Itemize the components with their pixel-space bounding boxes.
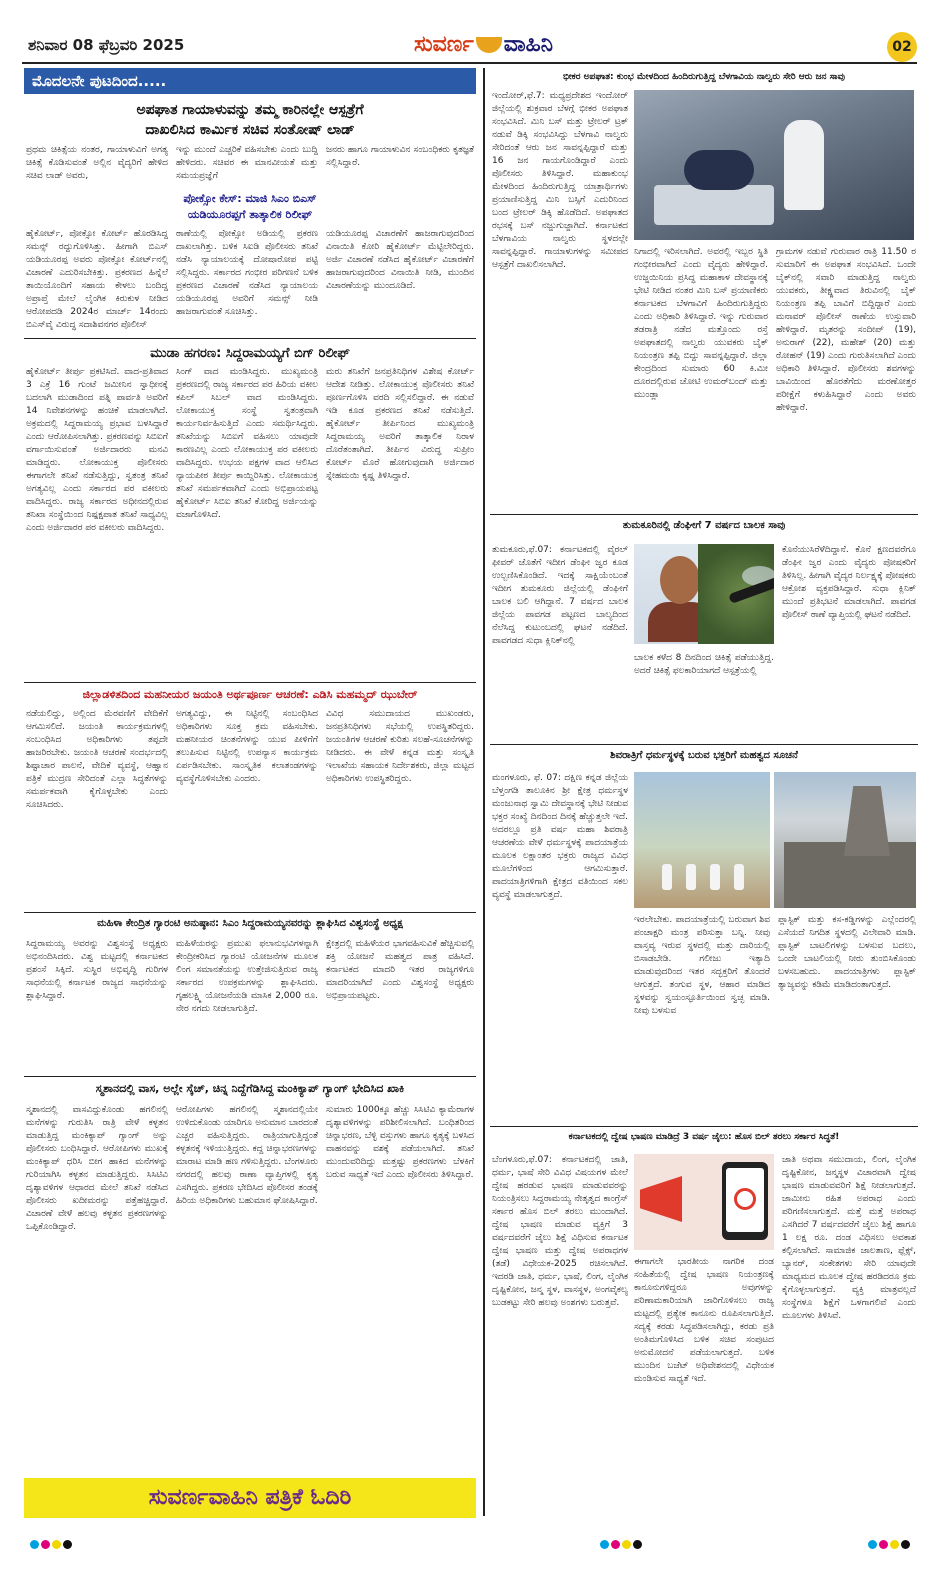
- column-divider: [483, 68, 485, 1516]
- right-story1-col1: ಇಂದೋರ್,ಫೆ.7: ಮಧ್ಯಪ್ರದೇಶದ ಇಂದೋರ್ ಜಿಲ್ಲೆಯಲ್ಲಿ ಶುಕ್ರವಾರ ಬೆಳಗ್ಗೆ ಭೀಕರ ಅಪಘಾತ ಸಂಭವಿಸಿದೆ. ಮಿನಿ ಬಸ್ ಮತ್ತು ಟ್ರೇಲರ್ ಟ್ರಕ್ ನಡುವೆ ಡಿಕ್ಕಿ ಸಂಭವಿಸಿದ್ದು ಬೆಳಗಾವಿ ನಾಲ್ವರು ಸೇರಿದಂತೆ ಆರು ಜನ ಸಾವನ್ನಪ್ಪಿದ್ದಾರೆ ಮತ್ತು 16 ಜನ ಗಾಯಗೊಂಡಿದ್ದಾರೆ ಎಂದು ಪೊಲೀಸರು ತಿಳಿಸಿದ್ದಾರೆ. ಮಹಾಕುಂಭ ಮೇಳದಿಂದ ಹಿಂದಿರುಗುತ್ತಿದ್ದ ಯಾತ್ರಾರ್ಥಿಗಳು ಪ್ರಯಾಣಿಸುತ್ತಿದ್ದ ಮಿನಿ ಬಸ್ಸಿಗೆ ಎದುರಿನಿಂದ ಬಂದ ಟ್ರೇಲರ್ ಡಿಕ್ಕಿ ಹೊಡೆದಿದೆ. ಅಪಘಾತದ ರಭಸಕ್ಕೆ ಬಸ್ ನಜ್ಜುಗುಜ್ಜಾಗಿದೆ. ಕರ್ನಾಟಕದ ಬೆಳಗಾವಿಯ ನಾಲ್ವರು ಸ್ಥಳದಲ್ಲೇ ಸಾವನ್ನಪ್ಪಿದ್ದಾರೆ. ಗಾಯಾಳುಗಳನ್ನು ಸಮೀಪದ ಆಸ್ಪತ್ರೆಗೆ ದಾಖಲಿಸಲಾಗಿದೆ.: [492, 91, 628, 270]
- right-story2-headline: ತುಮಕೂರಿನಲ್ಲಿ ಡೆಂಘೀಗೆ 7 ವರ್ಷದ ಬಾಲಕ ಸಾವು: [622, 520, 786, 531]
- black-dot: [63, 1540, 72, 1549]
- right-story1-col3: ಗ್ರಾಮಗಳ ನಡುವೆ ಗುರುವಾರ ರಾತ್ರಿ 11.50 ರ ಸುಮಾರಿಗೆ ಈ ಅಪಘಾತ ಸಂಭವಿಸಿದೆ. ಒಂದೇ ಬೈಕ್‌ನಲ್ಲಿ ಸವಾರಿ ಮಾಡುತ್ತಿದ್ದ ನಾಲ್ವರು ಯುವಕರು, ತೀಕ್ಷ್ಣವಾದ ತಿರುವಿನಲ್ಲಿ ಬೈಕ್ ನಿಯಂತ್ರಣ ತಪ್ಪಿ ಬಾವಿಗೆ ಬಿದ್ದಿದ್ದಾರೆ ಎಂದು ಮನಾವರ್ ಪೊಲೀಸ್ ಠಾಣೆಯ ಉಸ್ತುವಾರಿ ಹೇಳಿದ್ದಾರೆ. ಮೃತರನ್ನು ಸಂದೀಪ್ (19), ಅನುರಾಗ್ (22), ಮಹೇಶ್ (20) ಮತ್ತು ರೋಹನ್ (19) ಎಂದು ಗುರುತಿಸಲಾಗಿದೆ ಎಂದು ಅಧಿಕಾರಿ ತಿಳಿಸಿದ್ದಾರೆ. ಪೊಲೀಸರು ಶವಗಳನ್ನು ಬಾವಿಯಿಂದ ಹೊರತೆಗೆದು ಮರಣೋತ್ತರ ಪರೀಕ್ಷೆಗೆ ಕಳುಹಿಸಿದ್ದಾರೆ ಎಂದು ಅವರು ಹೇಳಿದ್ದಾರೆ.: [776, 247, 916, 413]
- temple-tower-shape: [844, 786, 890, 856]
- megaphone-icon: [640, 1176, 710, 1222]
- issue-date: ಶನಿವಾರ 08 ಫೆಬ್ರವರಿ 2025: [28, 36, 185, 54]
- story4-col3: ವಿವಿಧ ಸಮುದಾಯದ ಮುಖಂಡರು, ಜನಪ್ರತಿನಿಧಿಗಳು ಸಭೆಯಲ್ಲಿ ಉಪಸ್ಥಿತರಿದ್ದರು. ಜಯಂತಿಗಳ ಆಚರಣೆ ಕುರಿತು ಸಲಹೆ-ಸೂಚನೆಗಳನ್ನು ನೀಡಿದರು. ಈ ವೇಳೆ ಕನ್ನಡ ಮತ್ತು ಸಂಸ್ಕೃತಿ ಇಲಾಖೆಯ ಸಹಾಯಕ ನಿರ್ದೇಶಕರು, ಜಿಲ್ಲಾ ಮಟ್ಟದ ಅಧಿಕಾರಿಗಳು ಉಪಸ್ಥಿತರಿದ್ದರು.: [326, 709, 474, 784]
- section-title: ಮೊದಲನೇ ಪುಟದಿಂದ.....: [24, 68, 476, 94]
- pilgrims-walking-photo: [634, 772, 770, 908]
- right-story4-headline: ಕರ್ನಾಟಕದಲ್ಲಿ ದ್ವೇಷ ಭಾಷಣ ಮಾಡಿದ್ರೆ 3 ವರ್ಷ ಜೈಲು: ಹೊಸ ಬಿಲ್ ತರಲು ಸರ್ಕಾರ ಸಿದ್ಧತೆ!: [568, 1132, 840, 1142]
- pilgrim-figure: [734, 864, 744, 890]
- temple-photo: [774, 772, 916, 908]
- boy-photo: [634, 544, 698, 644]
- yellow-dot: [52, 1540, 61, 1549]
- story4-headline: ಜಿಲ್ಲಾಡಳಿತದಿಂದ ಮಹನೀಯರ ಜಯಂತಿ ಅರ್ಥಪೂರ್ಣ ಆಚರಣೆ: ಎಡಿಸಿ ಮಹಮ್ಮದ್ ಝುಬೇರ್: [82, 688, 418, 701]
- divider-rule: [490, 514, 918, 515]
- story2-col2: ಠಾಣೆಯಲ್ಲಿ ಪೋಕ್ಸೋ ಅಡಿಯಲ್ಲಿ ಪ್ರಕರಣ ದಾಖಲಾಗಿತ್ತು. ಬಳಿಕ ಸಿಐಡಿ ಪೊಲೀಸರು ತನಿಖೆ ನಡೆಸಿ ನ್ಯಾಯಾಲಯಕ್ಕೆ ದೋಷಾರೋಪ ಪಟ್ಟಿ ಸಲ್ಲಿಸಿದ್ದರು. ಸರ್ಕಾರದ ಗಂಭೀರ ಪರಿಗಣನೆ ಬಳಿಕ ಪ್ರಕರಣದ ವಿಚಾರಣೆ ನಡೆಸಿದ ನ್ಯಾಯಾಲಯ ಯಡಿಯೂರಪ್ಪ ಅವರಿಗೆ ಸಮನ್ಸ್ ನೀಡಿ ಹಾಜರಾಗುವಂತೆ ಸೂಚಿಸಿತ್ತು.: [176, 229, 318, 317]
- right-story3-col3: ಪ್ಲಾಸ್ಟಿಕ್ ಮತ್ತು ಕಸ-ಕಡ್ಡಿಗಳನ್ನು ಎಲ್ಲೆಂದರಲ್ಲಿ ಎಸೆಯದೆ ನಿಗದಿತ ಸ್ಥಳದಲ್ಲಿ ವಿಲೇವಾರಿ ಮಾಡಿ. ಪ್ಲಾಸ್ಟಿಕ್ ಬಾಟಲಿಗಳನ್ನು ಬಳಸುವ ಬದಲು, ಒಂದೇ ಬಾಟಲಿಯಲ್ಲಿ ನೀರು ತುಂಬಿಸಿಕೊಂಡು ಬಳಸಬಹುದು. ಪಾದಯಾತ್ರಿಗಳು ಪ್ಲಾಸ್ಟಿಕ್ ತ್ಯಾಜ್ಯವನ್ನು ಕಡಿಮೆ ಮಾಡಿದಂತಾಗುತ್ತದೆ.: [778, 915, 916, 990]
- story6-col1: ಸ್ಮಶಾನದಲ್ಲಿ ವಾಸವಿದ್ದುಕೊಂಡು ಹಗಲಿನಲ್ಲಿ ಮನೆಗಳನ್ನು ಗುರುತಿಸಿ ರಾತ್ರಿ ವೇಳೆ ಕಳ್ಳತನ ಮಾಡುತ್ತಿದ್ದ ಮಂಕಿಕ್ಯಾಪ್ ಗ್ಯಾಂಗ್ ಅನ್ನು ಪೊಲೀಸರು ಬಂಧಿಸಿದ್ದಾರೆ. ಆರೋಪಿಗಳು ಮುಖಕ್ಕೆ ಮಂಕಿಕ್ಯಾಪ್ ಧರಿಸಿ ಬೀಗ ಹಾಕಿದ ಮನೆಗಳನ್ನು ಗುರಿಯಾಗಿಸಿ ಕಳ್ಳತನ ಮಾಡುತ್ತಿದ್ದರು. ಸಿಸಿಟಿವಿ ದೃಶ್ಯಾವಳಿಗಳ ಆಧಾರದ ಮೇಲೆ ತನಿಖೆ ನಡೆಸಿದ ಪೊಲೀಸರು ಖದೀಮರನ್ನು ಪತ್ತೆಹಚ್ಚಿದ್ದಾರೆ. ವಿಚಾರಣೆ ವೇಳೆ ಹಲವು ಕಳ್ಳತನ ಪ್ರಕರಣಗಳನ್ನು ಒಪ್ಪಿಕೊಂಡಿದ್ದಾರೆ.: [26, 1105, 168, 1232]
- magenta-dot: [879, 1540, 888, 1549]
- right-story4-col2: ಈಗಾಗಲೇ ಭಾರತೀಯ ನಾಗರಿಕ ದಂಡ ಸಂಹಿತೆಯಲ್ಲಿ ದ್ವೇಷ ಭಾಷಣ ನಿಯಂತ್ರಣಕ್ಕೆ ಕಾನೂನುಗಳಿದ್ದರೂ ಅವುಗಳನ್ನು ಪರಿಣಾಮಕಾರಿಯಾಗಿ ಜಾರಿಗೊಳಿಸಲು ರಾಜ್ಯ ಮಟ್ಟದಲ್ಲಿ ಪ್ರತ್ಯೇಕ ಕಾನೂನು ರೂಪಿಸಲಾಗುತ್ತಿದೆ. ಸದ್ಯಕ್ಕೆ ಕರಡು ಸಿದ್ಧಪಡಿಸಲಾಗಿದ್ದು, ಕರಡು ಪ್ರತಿ ಅಂತಿಮಗೊಳಿಸಿದ ಬಳಿಕ ಸಚಿವ ಸಂಪುಟದ ಅನುಮೋದನೆ ಪಡೆಯಲಾಗುತ್ತದೆ. ಬಳಿಕ ಮುಂದಿನ ಬಜೆಟ್ ಅಧಿವೇಶನದಲ್ಲಿ ವಿಧೇಯಕ ಮಂಡಿಸುವ ಸಾಧ್ಯತೆ ಇದೆ.: [634, 1257, 774, 1384]
- story3-col2: ಸಿಂಗ್ ವಾದ ಮಂಡಿಸಿದ್ದರು. ಮುಖ್ಯಮಂತ್ರಿ ಪ್ರಕರಣದಲ್ಲಿ ರಾಜ್ಯ ಸರ್ಕಾರದ ಪರ ಹಿರಿಯ ವಕೀಲ ಕಪಿಲ್ ಸಿಬಲ್ ವಾದ ಮಂಡಿಸಿದ್ದರು. ಲೋಕಾಯುಕ್ತ ಸಂಸ್ಥೆ ಸ್ವತಂತ್ರವಾಗಿ ಕಾರ್ಯನಿರ್ವಹಿಸುತ್ತಿದೆ ಎಂದು ಸಮರ್ಥಿಸಿದ್ದರು. ತನಿಖೆಯನ್ನು ಸಿಬಿಐಗೆ ವಹಿಸಲು ಯಾವುದೇ ಕಾರಣವಿಲ್ಲ ಎಂದು ಲೋಕಾಯುಕ್ತ ಪರ ವಕೀಲರು ವಾದಿಸಿದ್ದರು. ಉಭಯ ಪಕ್ಷಗಳ ವಾದ ಆಲಿಸಿದ ನ್ಯಾಯಪೀಠ ತೀರ್ಪು ಕಾಯ್ದಿರಿಸಿತ್ತು. ಲೋಕಾಯುಕ್ತ ತನಿಖೆ ಸಮರ್ಪಕವಾಗಿದೆ ಎಂದು ಅಭಿಪ್ರಾಯಪಟ್ಟ ಹೈಕೋರ್ಟ್ ಸಿಬಿಐ ತನಿಖೆ ಕೋರಿದ್ದ ಅರ್ಜಿಯನ್ನು ವಜಾಗೊಳಿಸಿದೆ.: [176, 367, 318, 520]
- story6-headline: ಸ್ಮಶಾನದಲ್ಲಿ ವಾಸ, ಅಲ್ಲೇ ಸ್ಕೆಚ್, ಚಿನ್ನ ನಿದ್ದೆಗೆಡಿಸಿದ್ದ ಮಂಕಿಕ್ಯಾಪ್ ಗ್ಯಾಂಗ್ ಭೇದಿಸಿದ ಖಾಕಿ: [95, 1082, 405, 1095]
- right-story4-col3: ಜಾತಿ ಅಥವಾ ಸಮುದಾಯ, ಲಿಂಗ, ಲೈಂಗಿಕ ದೃಷ್ಟಿಕೋನ, ಜನ್ಮಸ್ಥಳ ವಿಚಾರವಾಗಿ ದ್ವೇಷ ಭಾಷಣ ಮಾಡುವವರಿಗೆ ಶಿಕ್ಷೆ ನೀಡಲಾಗುತ್ತದೆ. ಜಾಮೀನು ರಹಿತ ಅಪರಾಧ ಎಂದು ಪರಿಗಣಿಸಲಾಗುತ್ತದೆ. ಮತ್ತೆ ಮತ್ತೆ ಅಪರಾಧ ಎಸಗಿದರೆ 7 ವರ್ಷದವರೆಗೆ ಜೈಲು ಶಿಕ್ಷೆ ಹಾಗೂ 1 ಲಕ್ಷ ರೂ. ದಂಡ ವಿಧಿಸಲು ಅವಕಾಶ ಕಲ್ಪಿಸಲಾಗಿದೆ. ಸಾಮಾಜಿಕ ಜಾಲತಾಣ, ಫ್ಲೆಕ್ಸ್, ಬ್ಯಾನರ್, ಸಂಕೇತಗಳು ಸೇರಿ ಯಾವುದೇ ಮಾಧ್ಯಮದ ಮೂಲಕ ದ್ವೇಷ ಹರಡಿದರೂ ಕ್ರಮ ಕೈಗೊಳ್ಳಲಾಗುತ್ತದೆ. ವ್ಯಕ್ತಿ ಮಾತ್ರವಲ್ಲದೆ ಸಂಸ್ಥೆಗಳೂ ಶಿಕ್ಷೆಗೆ ಒಳಗಾಗಲಿವೆ ಎಂದು ಮೂಲಗಳು ತಿಳಿಸಿವೆ.: [782, 1155, 916, 1321]
- story4-col1: ನಡೆಯಲಿದ್ದು, ಅಲ್ಲಿಂದ ಮೆರವಣಿಗೆ ವೇದಿಕೆಗೆ ಆಗಮಿಸಲಿದೆ. ಜಯಂತಿ ಕಾರ್ಯಕ್ರಮಗಳಲ್ಲಿ ಸಂಬಂಧಿಸಿದ ಅಧಿಕಾರಿಗಳು ತಪ್ಪದೇ ಹಾಜರಿರಬೇಕು. ಜಯಂತಿ ಆಚರಣೆ ಸಂದರ್ಭದಲ್ಲಿ ಶಿಷ್ಟಾಚಾರ ಪಾಲನೆ, ವೇದಿಕೆ ವ್ಯವಸ್ಥೆ, ಆಹ್ವಾನ ಪತ್ರಿಕೆ ಮುದ್ರಣ ಸೇರಿದಂತೆ ಎಲ್ಲಾ ಸಿದ್ಧತೆಗಳನ್ನು ಸಮರ್ಪಕವಾಗಿ ಕೈಗೊಳ್ಳಬೇಕು ಎಂದು ಸೂಚಿಸಿದರು.: [26, 709, 168, 810]
- masthead: [22, 30, 917, 64]
- story5-col3: ಕ್ಷೇತ್ರದಲ್ಲಿ ಮಹಿಳೆಯರ ಭಾಗವಹಿಸುವಿಕೆ ಹೆಚ್ಚಿಸುವಲ್ಲಿ ಶಕ್ತಿ ಯೋಜನೆ ಮಹತ್ವದ ಪಾತ್ರ ವಹಿಸಿದೆ. ಕರ್ನಾಟಕದ ಮಾದರಿ ಇತರ ರಾಜ್ಯಗಳಿಗೂ ಮಾದರಿಯಾಗಿದೆ ಎಂದು ವಿಶ್ವಸಂಸ್ಥೆ ಅಧ್ಯಕ್ಷರು ಅಭಿಪ್ರಾಯಪಟ್ಟರು.: [326, 939, 474, 1001]
- right-story3-col1: ಮಂಗಳೂರು, ಫೆ. 07: ದಕ್ಷಿಣ ಕನ್ನಡ ಜಿಲ್ಲೆಯ ಬೆಳ್ತಂಗಡಿ ತಾಲೂಕಿನ ಶ್ರೀ ಕ್ಷೇತ್ರ ಧರ್ಮಸ್ಥಳ ಮಂಜುನಾಥ ಸ್ವಾಮಿ ದೇವಸ್ಥಾನಕ್ಕೆ ಭೇಟಿ ನೀಡುವ ಭಕ್ತರ ಸಂಖ್ಯೆ ದಿನದಿಂದ ದಿನಕ್ಕೆ ಹೆಚ್ಚುತ್ತಲೇ ಇದೆ. ಅದರಲ್ಲೂ ಪ್ರತಿ ವರ್ಷ ಮಹಾ ಶಿವರಾತ್ರಿ ಆಚರಣೆಯ ವೇಳೆ ಧರ್ಮಸ್ಥಳಕ್ಕೆ ಪಾದಯಾತ್ರೆಯ ಮೂಲಕ ಲಕ್ಷಾಂತರ ಭಕ್ತರು ರಾಜ್ಯದ ವಿವಿಧ ಮೂಲೆಗಳಿಂದ ಆಗಮಿಸುತ್ತಾರೆ. ಪಾದಯಾತ್ರಿಗಳಿಗಾಗಿ ಕ್ಷೇತ್ರದ ವತಿಯಿಂದ ಸಕಲ ವ್ಯವಸ್ಥೆ ಮಾಡಲಾಗುತ್ತದೆ.: [492, 773, 628, 900]
- story4-col2: ಅಗತ್ಯವಿದ್ದು, ಈ ನಿಟ್ಟಿನಲ್ಲಿ ಸಂಬಂಧಿಸಿದ ಅಧಿಕಾರಿಗಳು ಸೂಕ್ತ ಕ್ರಮ ವಹಿಸಬೇಕು. ಮಹನೀಯರ ಚಿಂತನೆಗಳನ್ನು ಯುವ ಪೀಳಿಗೆಗೆ ತಲುಪಿಸುವ ನಿಟ್ಟಿನಲ್ಲಿ ಉಪನ್ಯಾಸ ಕಾರ್ಯಕ್ರಮ ಏರ್ಪಡಿಸಬೇಕು. ಸಾಂಸ್ಕೃತಿಕ ಕಲಾತಂಡಗಳನ್ನು ವ್ಯವಸ್ಥೆಗೊಳಿಸಬೇಕು ಎಂದರು.: [176, 709, 318, 784]
- lamp-icon: [476, 37, 502, 53]
- story3-col1: ಹೈಕೋರ್ಟ್ ತೀರ್ಪು ಪ್ರಕಟಿಸಿದೆ. ವಾದ-ಪ್ರತಿವಾದ 3 ಎಕ್ರೆ 16 ಗುಂಟೆ ಜಮೀನಿನ ಸ್ವಾಧೀನಕ್ಕೆ ಬದಲಾಗಿ ಮುಡಾದಿಂದ ಪತ್ನಿ ಪಾರ್ವತಿ ಅವರಿಗೆ 14 ನಿವೇಶನಗಳನ್ನು ಹಂಚಿಕೆ ಮಾಡಲಾಗಿದೆ. ಅಕ್ರಮದಲ್ಲಿ ಸಿದ್ದರಾಮಯ್ಯ ಪ್ರಭಾವ ಬಳಸಿದ್ದಾರೆ ಎಂದು ಆರೋಪಿಸಲಾಗಿತ್ತು. ಪ್ರಕರಣವನ್ನು ಸಿಬಿಐಗೆ ವರ್ಗಾಯಿಸುವಂತೆ ಅರ್ಜಿದಾರರು ಮನವಿ ಮಾಡಿದ್ದರು. ಲೋಕಾಯುಕ್ತ ಪೊಲೀಸರು ಈಗಾಗಲೇ ತನಿಖೆ ನಡೆಸುತ್ತಿದ್ದು, ಸ್ವತಂತ್ರ ತನಿಖೆ ಅಗತ್ಯವಿಲ್ಲ ಎಂದು ಸರ್ಕಾರದ ಪರ ವಕೀಲರು ವಾದಿಸಿದ್ದರು. ರಾಜ್ಯ ಸರ್ಕಾರದ ಅಧೀನದಲ್ಲಿರುವ ತನಿಖಾ ಸಂಸ್ಥೆಯಿಂದ ನಿಷ್ಪಕ್ಷಪಾತ ತನಿಖೆ ಸಾಧ್ಯವಿಲ್ಲ ಎಂದು ಅರ್ಜಿದಾರರ ಪರ ವಕೀಲರು ವಾದಿಸಿದ್ದರು.: [26, 367, 168, 533]
- yellow-dot: [622, 1540, 631, 1549]
- story5-headline: ಮಹಿಳಾ ಕೇಂದ್ರಿತ ಗ್ಯಾರಂಟಿ ಅನುಷ್ಠಾನ: ಸಿಎಂ ಸಿದ್ದರಾಮಯ್ಯನವರನ್ನು ಶ್ಲಾಘಿಸಿದ ವಿಶ್ವಸಂಸ್ಥೆ ಅಧ್ಯಕ್ಷ: [97, 918, 403, 929]
- magenta-dot: [41, 1540, 50, 1549]
- story1-headline-line1: ಅಪಘಾತ ಗಾಯಾಳುವನ್ನು ತಮ್ಮ ಕಾರಿನಲ್ಲೇ ಆಸ್ಪತ್ರೆಗೆ: [136, 102, 364, 118]
- story3-headline: ಮುಡಾ ಹಗರಣ: ಸಿದ್ದರಾಮಯ್ಯಗೆ ಬಿಗ್ ರಿಲೀಫ್: [150, 346, 350, 361]
- logo-text-part1: ಸುವರ್ಣ: [414, 32, 474, 57]
- story1-headline-line2: ದಾಖಲಿಸಿದ ಕಾರ್ಮಿಕ ಸಚಿವ ಸಂತೋಷ್ ಲಾಡ್: [145, 122, 355, 138]
- divider-rule: [24, 912, 476, 913]
- pilgrim-figure: [686, 864, 696, 890]
- story6-col3: ಸುಮಾರು 1000ಕ್ಕೂ ಹೆಚ್ಚು ಸಿಸಿಟಿವಿ ಕ್ಯಾಮೆರಾಗಳ ದೃಶ್ಯಾವಳಿಗಳನ್ನು ಪರಿಶೀಲಿಸಲಾಗಿದೆ. ಬಂಧಿತರಿಂದ ಚಿನ್ನಾಭರಣ, ಬೆಳ್ಳಿ ವಸ್ತುಗಳು ಹಾಗೂ ಕೃತ್ಯಕ್ಕೆ ಬಳಸಿದ ವಾಹನವನ್ನು ವಶಕ್ಕೆ ಪಡೆಯಲಾಗಿದೆ. ತನಿಖೆ ಮುಂದುವರಿದಿದ್ದು ಮತ್ತಷ್ಟು ಪ್ರಕರಣಗಳು ಬೆಳಕಿಗೆ ಬರುವ ಸಾಧ್ಯತೆ ಇದೆ ಎಂದು ಪೊಲೀಸರು ತಿಳಿಸಿದ್ದಾರೆ.: [326, 1105, 474, 1180]
- story1-col1: ಪ್ರಥಮ ಚಿಕಿತ್ಸೆಯ ನಂತರ, ಗಾಯಾಳುವಿಗೆ ಅಗತ್ಯ ಚಿಕಿತ್ಸೆ ಕೊಡಿಸುವಂತೆ ಅಲ್ಲಿನ ವೈದ್ಯರಿಗೆ ಹೇಳಿದ ಸಚಿವ ಲಾಡ್ ಅವರು,: [26, 145, 168, 181]
- cyan-dot: [868, 1540, 877, 1549]
- story2-subhead-line1: ಪೋಕ್ಸೋ ಕೇಸ್: ಮಾಜಿ ಸಿಎಂ ಬಿಎಸ್: [183, 192, 317, 205]
- no-hate-sign-icon: [734, 1188, 756, 1210]
- divider-rule: [24, 682, 476, 683]
- patient-shape: [684, 150, 754, 190]
- cyan-dot: [600, 1540, 609, 1549]
- right-column: [490, 68, 918, 1516]
- black-dot: [901, 1540, 910, 1549]
- right-story2-col3: ಕೊನೆಯುಸಿರೆಳೆದಿದ್ದಾನೆ. ಕೊನೆ ಕ್ಷಣದವರೆಗೂ ಡೆಂಘೀ ಜ್ವರ ಎಂದು ವೈದ್ಯರು ಪೋಷಕರಿಗೆ ತಿಳಿಸಿಲ್ಲ. ಹೀಗಾಗಿ ವೈದ್ಯರ ನಿರ್ಲಕ್ಷ್ಯಕ್ಕೆ ಪೋಷಕರು ಆಕ್ರೋಶ ವ್ಯಕ್ತಪಡಿಸಿದ್ದಾರೆ. ಸುಧಾ ಕ್ಲಿನಿಕ್ ಮುಂದೆ ಪ್ರತಿಭಟನೆ ಮಾಡಲಾಗಿದೆ. ಪಾವಗಡ ಪೊಲೀಸ್ ಠಾಣೆ ವ್ಯಾಪ್ತಿಯಲ್ಲಿ ಘಟನೆ ನಡೆದಿದೆ.: [782, 545, 916, 620]
- logo-text-part2: ವಾಹಿನಿ: [503, 32, 554, 57]
- doctor-shape: [784, 120, 824, 210]
- story5-col1: ಸಿದ್ದರಾಮಯ್ಯ ಅವರನ್ನು ವಿಶ್ವಸಂಸ್ಥೆ ಅಧ್ಯಕ್ಷರು ಅಭಿನಂದಿಸಿದರು. ವಿಶ್ವ ಮಟ್ಟದಲ್ಲಿ ಕರ್ನಾಟಕದ ಪ್ರಶಂಸೆ ಸಿಕ್ಕಿದೆ. ಸುಸ್ಥಿರ ಅಭಿವೃದ್ಧಿ ಗುರಿಗಳ ಸಾಧನೆಯಲ್ಲಿ ಕರ್ನಾಟಕ ರಾಜ್ಯದ ಸಾಧನೆಯನ್ನು ಶ್ಲಾಘಿಸಿದ್ದಾರೆ.: [26, 939, 168, 1001]
- divider-rule: [490, 1126, 918, 1127]
- yellow-dot: [890, 1540, 899, 1549]
- left-column: [24, 68, 476, 1516]
- newspaper-logo: [414, 32, 553, 57]
- hospital-photo: [634, 90, 914, 240]
- story1-col3: ಜನರು ಹಾಗೂ ಗಾಯಾಳುವಿನ ಸಂಬಂಧಿಕರು ಕೃತಜ್ಞತೆ ಸಲ್ಲಿಸಿದ್ದಾರೆ.: [326, 145, 474, 168]
- phone-screen: [726, 1168, 764, 1232]
- story5-col2: ಮಹಿಳೆಯರನ್ನು ಪ್ರಮುಖ ಫಲಾನುಭವಿಗಳನ್ನಾಗಿ ಕೇಂದ್ರೀಕರಿಸಿದ ಗ್ಯಾರಂಟಿ ಯೋಜನೆಗಳ ಮೂಲಕ ಲಿಂಗ ಸಮಾನತೆಯನ್ನು ಉತ್ತೇಜಿಸುತ್ತಿರುವ ರಾಜ್ಯ ಸರ್ಕಾರದ ಉಪಕ್ರಮಗಳನ್ನು ಶ್ಲಾಘಿಸಿದರು. ಗೃಹಲಕ್ಷ್ಮಿ ಯೋಜನೆಯಡಿ ಮಾಸಿಕ 2,000 ರೂ. ನೇರ ನಗದು ನೀಡಲಾಗುತ್ತಿದೆ.: [176, 939, 318, 1014]
- story2-col1: ಹೈಕೋರ್ಟ್, ಪೋಕ್ಸೋ ಕೋರ್ಟ್ ಹೊರಡಿಸಿದ್ದ ಸಮನ್ಸ್ ರದ್ದುಗೊಳಿಸಿತ್ತು. ಹೀಗಾಗಿ ಬಿಎಸ್ ಯಡಿಯೂರಪ್ಪ ಅವರು ಪೋಕ್ಸೋ ಕೋರ್ಟ್‌ನಲ್ಲಿ ವಿಚಾರಣೆ ಎದುರಿಸಬೇಕಿತ್ತು. ಪ್ರಕರಣದ ಹಿನ್ನೆಲೆ ತಾಯಿಯೊಂದಿಗೆ ಸಹಾಯ ಕೇಳಲು ಬಂದಿದ್ದ ಅಪ್ರಾಪ್ತೆ ಮೇಲೆ ಲೈಂಗಿಕ ಕಿರುಕುಳ ನೀಡಿದ ಆರೋಪದಡಿ 2024ರ ಮಾರ್ಚ್ 14ರಂದು ಬಿಎಸ್‌ವೈ ವಿರುದ್ಧ ಸದಾಶಿವನಗರ ಪೊಲೀಸ್: [26, 229, 168, 330]
- magenta-dot: [611, 1540, 620, 1549]
- right-story3-headline: ಶಿವರಾತ್ರಿಗೆ ಧರ್ಮಸ್ಥಳಕ್ಕೆ ಬರುವ ಭಕ್ತರಿಗೆ ಮಹತ್ವದ ಸೂಚನೆ: [610, 750, 798, 761]
- story2-subhead-line2: ಯಡಿಯೂರಪ್ಪಗೆ ತಾತ್ಕಾಲಿಕ ರಿಲೀಫ್: [187, 208, 313, 221]
- divider-rule: [24, 1076, 476, 1077]
- hate-speech-photo: [634, 1154, 774, 1250]
- story6-col2: ಆರೋಪಿಗಳು ಹಗಲಿನಲ್ಲಿ ಸ್ಮಶಾನದಲ್ಲಿಯೇ ಉಳಿದುಕೊಂಡು ಯಾರಿಗೂ ಅನುಮಾನ ಬಾರದಂತೆ ಎಚ್ಚರ ವಹಿಸುತ್ತಿದ್ದರು. ರಾತ್ರಿಯಾಗುತ್ತಿದ್ದಂತೆ ಕಳ್ಳತನಕ್ಕೆ ಇಳಿಯುತ್ತಿದ್ದರು. ಕದ್ದ ಚಿನ್ನಾಭರಣಗಳನ್ನು ಮಾರಾಟ ಮಾಡಿ ಹಣ ಗಳಿಸುತ್ತಿದ್ದರು. ಬೆಂಗಳೂರು ನಗರದಲ್ಲಿ ಹಲವು ಠಾಣಾ ವ್ಯಾಪ್ತಿಗಳಲ್ಲಿ ಕೃತ್ಯ ಎಸಗಿದ್ದರು. ಪ್ರಕರಣ ಭೇದಿಸಿದ ಪೊಲೀಸರ ತಂಡಕ್ಕೆ ಹಿರಿಯ ಅಧಿಕಾರಿಗಳು ಬಹುಮಾನ ಘೋಷಿಸಿದ್ದಾರೆ.: [176, 1105, 318, 1206]
- phone-icon: [722, 1162, 768, 1240]
- cyan-dot: [30, 1540, 39, 1549]
- black-dot: [633, 1540, 642, 1549]
- right-story1-col2: ನಿಗಾದಲ್ಲಿ ಇರಿಸಲಾಗಿದೆ. ಅವರಲ್ಲಿ ಇಬ್ಬರ ಸ್ಥಿತಿ ಗಂಭೀರವಾಗಿದೆ ಎಂದು ವೈದ್ಯರು ಹೇಳಿದ್ದಾರೆ. ಉಜ್ಜಯಿನಿಯ ಪ್ರಸಿದ್ಧ ಮಹಾಕಾಳ ದೇವಸ್ಥಾನಕ್ಕೆ ಭೇಟಿ ನೀಡಿದ ನಂತರ ಮಿನಿ ಬಸ್ ಪ್ರಯಾಣಿಕರು ಕರ್ನಾಟಕದ ಬೆಳಗಾವಿಗೆ ಹಿಂದಿರುಗುತ್ತಿದ್ದರು ಎಂದು ಅಧಿಕಾರಿ ತಿಳಿಸಿದ್ದಾರೆ. ಇನ್ನು ಗುರುವಾರ ತಡರಾತ್ರಿ ನಡೆದ ಮತ್ತೊಂದು ರಸ್ತೆ ಅಪಘಾತದಲ್ಲಿ ನಾಲ್ವರು ಯುವಕರು ಬೈಕ್ ನಿಯಂತ್ರಣ ತಪ್ಪಿ ಬಿದ್ದು ಸಾವನ್ನಪ್ಪಿದ್ದಾರೆ. ಜಿಲ್ಲಾ ಕೇಂದ್ರದಿಂದ ಸುಮಾರು 60 ಕಿ.ಮೀ ದೂರದಲ್ಲಿರುವ ಚೋಟಿ ಉಮರ್‌ಬಂದ್ ಮತ್ತು ಮುಂಡ್ಲಾ: [634, 247, 768, 400]
- hospital-bed-shape: [654, 185, 774, 225]
- page-number-badge: 02: [887, 32, 917, 62]
- registration-marks-center: [600, 1534, 644, 1544]
- divider-rule: [490, 744, 918, 745]
- divider-rule: [24, 338, 476, 339]
- pilgrim-figure: [710, 864, 720, 890]
- mosquito-photo: [698, 544, 774, 644]
- story3-col3: ಮರು ತನಿಖೆಗೆ ಜನಪ್ರತಿನಿಧಿಗಳ ವಿಶೇಷ ಕೋರ್ಟ್ ಆದೇಶ ನೀಡಿತ್ತು. ಲೋಕಾಯುಕ್ತ ಪೊಲೀಸರು ತನಿಖೆ ಪೂರ್ಣಗೊಳಿಸಿ ವರದಿ ಸಲ್ಲಿಸಲಿದ್ದಾರೆ. ಈ ನಡುವೆ ಇಡಿ ಕೂಡ ಪ್ರಕರಣದ ತನಿಖೆ ನಡೆಸುತ್ತಿದೆ. ಹೈಕೋರ್ಟ್ ತೀರ್ಪಿನಿಂದ ಮುಖ್ಯಮಂತ್ರಿ ಸಿದ್ದರಾಮಯ್ಯ ಅವರಿಗೆ ತಾತ್ಕಾಲಿಕ ನಿರಾಳ ದೊರೆತಂತಾಗಿದೆ. ತೀರ್ಪಿನ ವಿರುದ್ಧ ಸುಪ್ರೀಂ ಕೋರ್ಟ್ ಮೊರೆ ಹೋಗುವುದಾಗಿ ಅರ್ಜಿದಾರ ಸ್ನೇಹಮಯಿ ಕೃಷ್ಣ ತಿಳಿಸಿದ್ದಾರೆ.: [326, 367, 474, 481]
- registration-marks-left: [30, 1534, 74, 1544]
- pilgrim-figure: [662, 864, 672, 890]
- right-story4-col1: ಬೆಂಗಳೂರು,ಫೆ.07: ಕರ್ನಾಟಕದಲ್ಲಿ ಜಾತಿ, ಧರ್ಮ, ಭಾಷೆ ಸೇರಿ ವಿವಿಧ ವಿಷಯಗಳ ಮೇಲೆ ದ್ವೇಷ ಹರಡುವ ಭಾಷಣ ಮಾಡುವವರನ್ನು ನಿಯಂತ್ರಿಸಲು ಸಿದ್ದರಾಮಯ್ಯ ನೇತೃತ್ವದ ಕಾಂಗ್ರೆಸ್ ಸರ್ಕಾರ ಹೊಸ ಬಿಲ್ ತರಲು ಮುಂದಾಗಿದೆ. ದ್ವೇಷ ಭಾಷಣ ಮಾಡುವ ವ್ಯಕ್ತಿಗೆ 3 ವರ್ಷದವರೆಗೆ ಜೈಲು ಶಿಕ್ಷೆ ವಿಧಿಸುವ ಕರ್ನಾಟಕ ದ್ವೇಷ ಭಾಷಣ ಮತ್ತು ದ್ವೇಷ ಅಪರಾಧಗಳ (ತಡೆ) ವಿಧೇಯಕ-2025 ರಚಿಸಲಾಗಿದೆ. ಇದರಡಿ ಜಾತಿ, ಧರ್ಮ, ಭಾಷೆ, ಲಿಂಗ, ಲೈಂಗಿಕ ದೃಷ್ಟಿಕೋನ, ಜನ್ಮ ಸ್ಥಳ, ವಾಸಸ್ಥಳ, ಅಂಗವೈಕಲ್ಯ ಬುಡಕಟ್ಟು ಸೇರಿ ಹಲವು ಅಂಶಗಳು ಬರುತ್ತವೆ.: [492, 1155, 628, 1308]
- face-shape: [660, 556, 698, 604]
- story2-col3: ಯಡಿಯೂರಪ್ಪ ವಿಚಾರಣೆಗೆ ಹಾಜರಾಗುವುದರಿಂದ ವಿನಾಯಿತಿ ಕೋರಿ ಹೈಕೋರ್ಟ್ ಮೆಟ್ಟಿಲೇರಿದ್ದರು. ಅರ್ಜಿ ವಿಚಾರಣೆ ನಡೆಸಿದ ಹೈಕೋರ್ಟ್ ವಿಚಾರಣೆಗೆ ಹಾಜರಾಗುವುದರಿಂದ ವಿನಾಯಿತಿ ನೀಡಿ, ಮುಂದಿನ ವಿಚಾರಣೆಯನ್ನು ಮುಂದೂಡಿದೆ.: [326, 229, 474, 291]
- right-story1-headline: ಭೀಕರ ಅಪಘಾತ: ಕುಂಭ ಮೇಳದಿಂದ ಹಿಂದಿರುಗುತ್ತಿದ್ದ ಬೆಳಗಾವಿಯ ನಾಲ್ವರು ಸೇರಿ ಆರು ಜನ ಸಾವು: [563, 72, 845, 82]
- subscribe-banner-text: ಸುವರ್ಣವಾಹಿನಿ ಪತ್ರಿಕೆ ಓದಿರಿ: [148, 1485, 352, 1510]
- right-story2-col1: ತುಮಕೂರು,ಫೆ.07: ಕರ್ನಾಟಕದಲ್ಲಿ ವೈರಲ್ ಫೀವರ್ ಜೊತೆಗೆ ಇದೀಗ ಡೆಂಘೀ ಜ್ವರ ಕೂಡ ಉಲ್ಬಣಿಸಿಕೊಂಡಿದೆ. ಇದಕ್ಕೆ ಸಾಕ್ಷಿಯೆಂಬಂತೆ ಇದೀಗ ತುಮಕೂರು ಜಿಲ್ಲೆಯಲ್ಲಿ ಡೆಂಘೀಗೆ ಬಾಲಕ ಬಲಿ ಆಗಿದ್ದಾನೆ. 7 ವರ್ಷದ ಬಾಲಕ ಜಿಲ್ಲೆಯ ಪಾವಗಡ ಪಟ್ಟಣದ ಬಾಲ್ಯದಿಂದ ನೆಲೆಸಿದ್ದ ಕುಟುಂಬದಲ್ಲಿ ಘಟನೆ ನಡೆದಿದೆ. ಪಾವಗಡದ ಸುಧಾ ಕ್ಲಿನಿಕ್‌ನಲ್ಲಿ: [492, 545, 628, 646]
- registration-marks-right: [868, 1534, 912, 1544]
- right-story2-col2: ಬಾಲಕ ಕಳೆದ 8 ದಿನದಿಂದ ಚಿಕಿತ್ಸೆ ಪಡೆಯುತ್ತಿದ್ದ. ಅದರೆ ಚಿಕಿತ್ಸೆ ಫಲಕಾರಿಯಾಗದೆ ಆಸ್ಪತ್ರೆಯಲ್ಲಿ: [634, 653, 774, 676]
- subscribe-banner: [24, 1478, 476, 1518]
- shirt-shape: [648, 602, 698, 642]
- story1-col2: ಇನ್ನು ಮುಂದೆ ಎಚ್ಚರಿಕೆ ವಹಿಸಬೇಕು ಎಂದು ಬುದ್ದಿ ಹೇಳಿದರು. ಸಚಿವರ ಈ ಮಾನವೀಯತೆ ಮತ್ತು ಸಮಯಪ್ರಜ್ಞೆಗೆ: [176, 145, 318, 181]
- right-story3-col2: ಇರಲೇಬೇಕು. ಪಾದಯಾತ್ರೆಯಲ್ಲಿ ಬರುವಾಗ ಶಿವ ಪಂಚಾಕ್ಷರಿ ಮಂತ್ರ ಪಠಿಸುತ್ತಾ ಬನ್ನಿ. ನೀವು ವಾಸ್ತವ್ಯ ಇರುವ ಸ್ಥಳದಲ್ಲಿ ಮತ್ತು ದಾರಿಯಲ್ಲಿ ಬಿಸಾಡಬೇಡಿ. ಗಲೀಜು ಇತ್ಯಾದಿ ಮಾಡುವುದರಿಂದ ಇತರ ಸದ್ಭಕ್ತರಿಗೆ ತೊಂದರೆ ಆಗುತ್ತದೆ. ತಂಗುವ ಸ್ಥಳ, ಆಹಾರ ಮಾಡಿದ ಸ್ಥಳವನ್ನು ಸ್ವಯಂಸ್ಫೂರ್ತಿಯಿಂದ ಸ್ವಚ್ಛ ಮಾಡಿ. ನೀವು ಬಳಸುವ: [634, 915, 770, 1016]
